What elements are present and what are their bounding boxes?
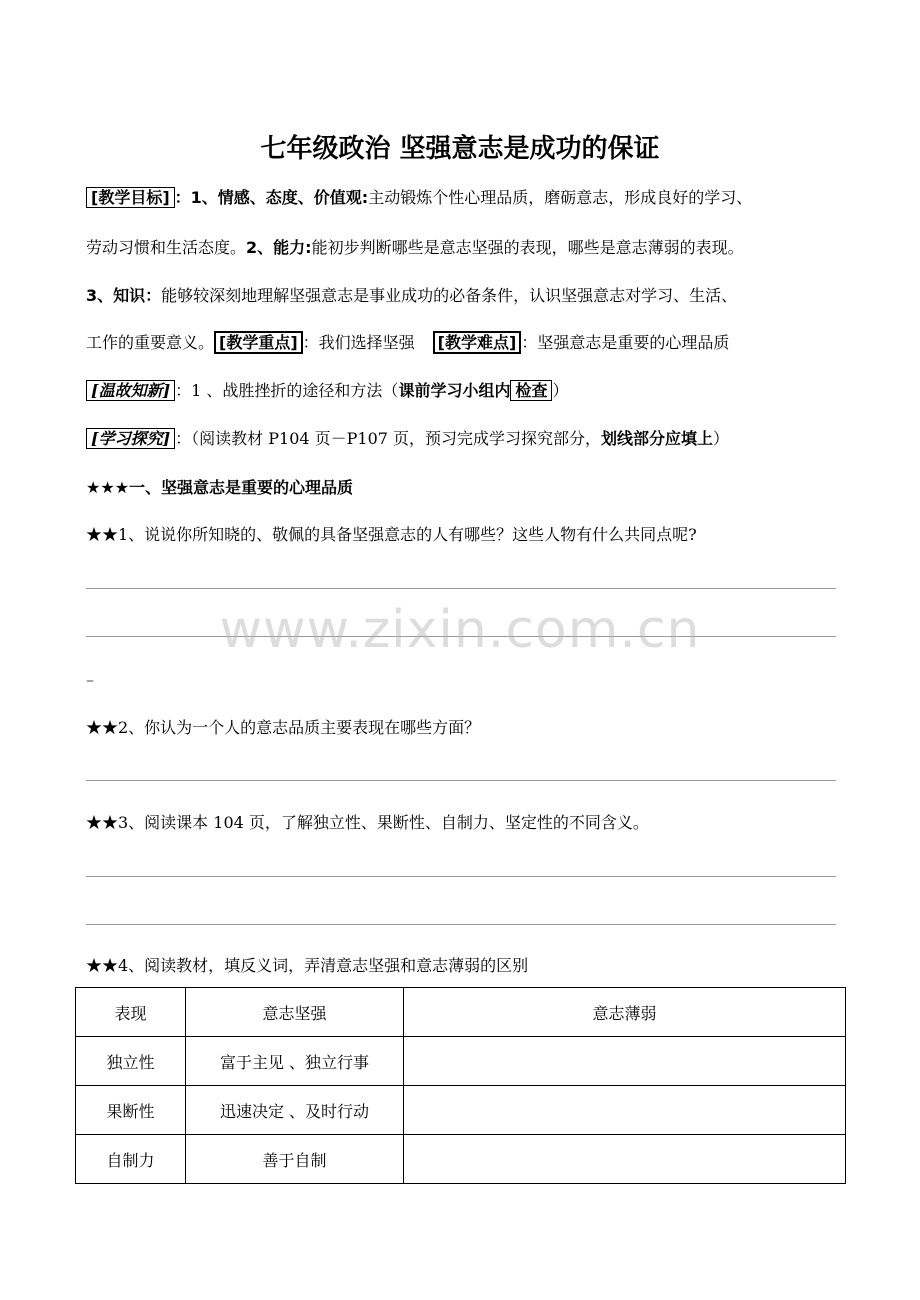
goal-tag: [教学目标] xyxy=(86,187,175,208)
table-row xyxy=(76,1037,846,1086)
comparison-table xyxy=(75,987,846,1184)
answer-cell[interactable] xyxy=(404,1086,846,1135)
goal-p3-label: 3、知识： xyxy=(86,286,162,305)
review-text: ：1 、战胜挫折的途径和方法（ xyxy=(175,381,399,400)
key-tag: [教学重点] xyxy=(214,331,303,354)
review-end: ） xyxy=(552,381,569,400)
answer-line[interactable] xyxy=(86,924,836,925)
table-cell: 果断性 xyxy=(76,1086,186,1135)
stray-dash: – xyxy=(86,670,94,689)
key-text: ：我们选择坚强 xyxy=(302,333,415,352)
answer-cell[interactable] xyxy=(404,1037,846,1086)
table-cell: 迅速决定 、及时行动 xyxy=(186,1086,404,1135)
question-1: ★★1、说说你所知晓的、敬佩的具备坚强意志的人有哪些？这些人物有什么共同点呢? xyxy=(86,525,697,544)
table-row xyxy=(76,1135,846,1184)
question-4: ★★4、阅读教材，填反义词，弄清意志坚强和意志薄弱的区别 xyxy=(86,956,529,975)
goal-p1-text: 主动锻炼个性心理品质，磨砺意志，形成良好的学习、 xyxy=(368,188,753,207)
goal-p2-text: 劳动习惯和生活态度。 xyxy=(86,238,247,257)
table-header-cell: 意志薄弱 xyxy=(404,988,846,1037)
goal-line-1 xyxy=(86,185,752,208)
explore-end: ） xyxy=(713,429,730,448)
table-header-cell: 表现 xyxy=(76,988,186,1037)
explore-line xyxy=(86,426,729,449)
goal-p2-text2: 能初步判断哪些是意志坚强的表现，哪些是意志薄弱的表现。 xyxy=(311,238,744,257)
table-row xyxy=(76,1086,846,1135)
table-cell: 善于自制 xyxy=(186,1135,404,1184)
table-header-row xyxy=(76,988,846,1037)
diff-tag: [教学难点] xyxy=(433,331,522,354)
explore-text: ：（阅读教材 P104 页－P107 页，预习完成学习探究部分， xyxy=(175,429,602,448)
watermark: www.zixin.com.cn xyxy=(219,600,701,660)
table-cell: 独立性 xyxy=(76,1037,186,1086)
page-title: 七年级政治 坚强意志是成功的保证 xyxy=(260,134,660,164)
review-line xyxy=(86,378,568,401)
explore-bold: 划线部分应填上 xyxy=(601,429,714,448)
question-2: ★★2、你认为一个人的意志品质主要表现在哪些方面？ xyxy=(86,718,481,737)
answer-cell[interactable] xyxy=(404,1135,846,1184)
diff-text: ：坚强意志是重要的心理品质 xyxy=(521,333,730,352)
goal-p4-text: 工作的重要意义。 xyxy=(86,333,215,352)
review-boxed: 检查 xyxy=(510,380,552,401)
explore-tag: [学习探究] xyxy=(86,428,175,449)
table-cell: 自制力 xyxy=(76,1135,186,1184)
goal-p3-text: 能够较深刻地理解坚强意志是事业成功的必备条件，认识坚强意志对学习、生活、 xyxy=(161,286,738,305)
goal-p1-label: ：1、情感、态度、价值观: xyxy=(174,188,369,207)
goal-line-4 xyxy=(86,330,729,353)
review-tag: [温故知新] xyxy=(86,380,175,401)
answer-line[interactable] xyxy=(86,588,836,589)
question-3: ★★3、阅读课本 104 页，了解独立性、果断性、自制力、坚定性的不同含义。 xyxy=(86,813,649,832)
table-header-cell: 意志坚强 xyxy=(186,988,404,1037)
goal-line-2 xyxy=(86,235,744,258)
review-bold: 课前学习小组内 xyxy=(398,381,511,400)
answer-line[interactable] xyxy=(86,780,836,781)
goal-line-3 xyxy=(86,283,737,306)
section-1-heading: ★★★一、坚强意志是重要的心理品质 xyxy=(86,478,354,497)
goal-p2-label: 2、能力: xyxy=(246,238,312,257)
answer-line[interactable] xyxy=(86,876,836,877)
table-cell: 富于主见 、独立行事 xyxy=(186,1037,404,1086)
